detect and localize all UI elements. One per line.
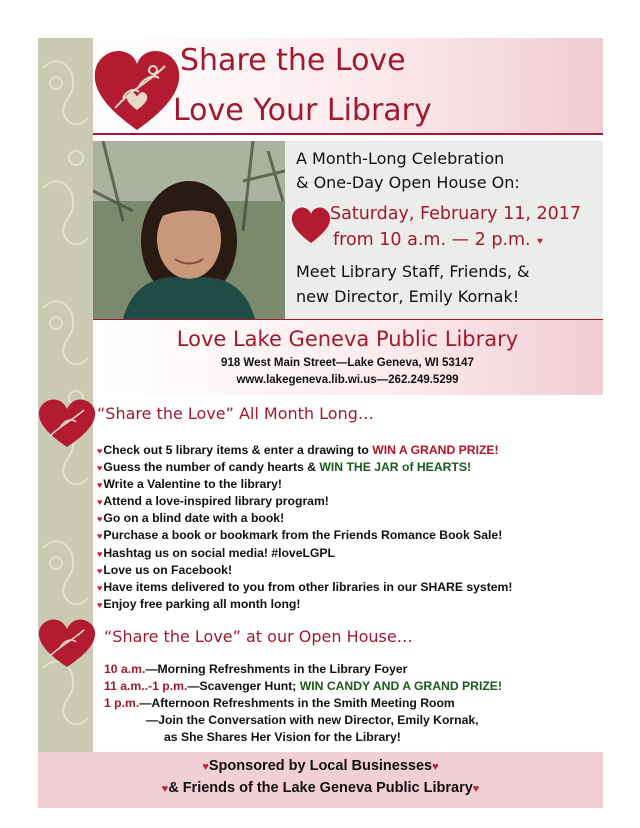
bullet-heart-icon: ♥ bbox=[97, 514, 103, 525]
event-intro-line-1: A Month-Long Celebration bbox=[296, 149, 505, 168]
director-photo bbox=[93, 141, 285, 319]
schedule-item: as She Shares Her Vision for the Library! bbox=[164, 730, 401, 744]
list-item: ♥Hashtag us on social media! #loveLGPL bbox=[97, 545, 335, 560]
month-activity-list bbox=[97, 442, 512, 613]
bullet-heart-icon: ♥ bbox=[97, 582, 103, 593]
bullet-heart-icon: ♥ bbox=[537, 236, 543, 247]
event-time: from 10 a.m. — 2 p.m. bbox=[333, 230, 531, 250]
list-item: ♥Have items delivered to you from other libraries in our SHARE system! bbox=[97, 579, 513, 594]
list-item: ♥Enjoy free parking all month long! bbox=[97, 596, 301, 611]
schedule-item: 1 p.m.—Afternoon Refreshments in the Smith Meeting Room bbox=[104, 696, 455, 710]
library-name: Love Lake Geneva Public Library bbox=[176, 327, 519, 351]
schedule-item: 11 a.m..-1 p.m.—Scavenger Hunt; WIN CANDY AND A GRAND PRIZE! bbox=[104, 679, 502, 693]
list-item: ♥Attend a love-inspired library program! bbox=[97, 494, 329, 509]
library-web-phone: www.lakegeneva.lib.wi.us—262.249.5299 bbox=[236, 374, 459, 386]
list-item: ♥Love us on Facebook! bbox=[97, 562, 233, 577]
bullet-heart-icon: ♥ bbox=[97, 463, 103, 474]
list-item: ♥Purchase a book or bookmark from the Friends Romance Book Sale! bbox=[97, 528, 503, 543]
title-line-2: Love Your Library bbox=[173, 93, 432, 128]
header-heart-icon bbox=[93, 48, 181, 134]
month-section-heading: “Share the Love” All Month Long… bbox=[97, 404, 374, 423]
bullet-heart-icon: ♥ bbox=[97, 565, 103, 576]
bullet-heart-icon: ♥ bbox=[432, 761, 439, 773]
library-address: 918 West Main Street—Lake Geneva, WI 53147 bbox=[221, 357, 474, 369]
bullet-heart-icon: ♥ bbox=[97, 531, 103, 542]
month-heart-icon bbox=[38, 398, 96, 448]
list-item: ♥Go on a blind date with a book! bbox=[97, 511, 285, 526]
list-item: ♥Guess the number of candy hearts & WIN THE JAR of HEARTS! bbox=[97, 460, 472, 475]
footer-line-2: ♥& Friends of the Lake Geneva Public Library♥ bbox=[161, 780, 480, 796]
bullet-heart-icon: ♥ bbox=[97, 548, 103, 559]
meet-line-2: new Director, Emily Kornak! bbox=[296, 287, 520, 306]
bullet-heart-icon: ♥ bbox=[97, 446, 103, 456]
meet-line-1: Meet Library Staff, Friends, & bbox=[296, 262, 530, 281]
bullet-heart-icon: ♥ bbox=[202, 761, 209, 773]
footer-line-1: ♥Sponsored by Local Businesses♥ bbox=[202, 758, 439, 774]
title-line-1: Share the Love bbox=[180, 43, 406, 78]
date-heart-icon bbox=[291, 206, 331, 244]
list-item: ♥Write a Valentine to the library! bbox=[97, 477, 282, 492]
bullet-heart-icon: ♥ bbox=[97, 497, 103, 508]
bullet-heart-icon: ♥ bbox=[97, 599, 103, 610]
bullet-heart-icon: ♥ bbox=[161, 783, 169, 795]
event-intro-line-2: & One-Day Open House On: bbox=[296, 173, 520, 192]
bullet-heart-icon: ♥ bbox=[472, 783, 480, 795]
list-item: ♥Check out 5 library items & enter a drawing to WIN A GRAND PRIZE! bbox=[97, 443, 499, 457]
schedule-item: —Join the Conversation with new Director, Emily Kornak, bbox=[146, 713, 479, 727]
openhouse-schedule bbox=[104, 661, 502, 746]
event-date: Saturday, February 11, 2017 bbox=[330, 204, 582, 224]
header-divider bbox=[93, 133, 603, 135]
openhouse-heart-icon bbox=[38, 618, 96, 668]
schedule-item: 10 a.m.—Morning Refreshments in the Library Foyer bbox=[104, 662, 408, 676]
bullet-heart-icon: ♥ bbox=[97, 480, 103, 491]
openhouse-section-heading: “Share the Love” at our Open House… bbox=[104, 627, 413, 646]
